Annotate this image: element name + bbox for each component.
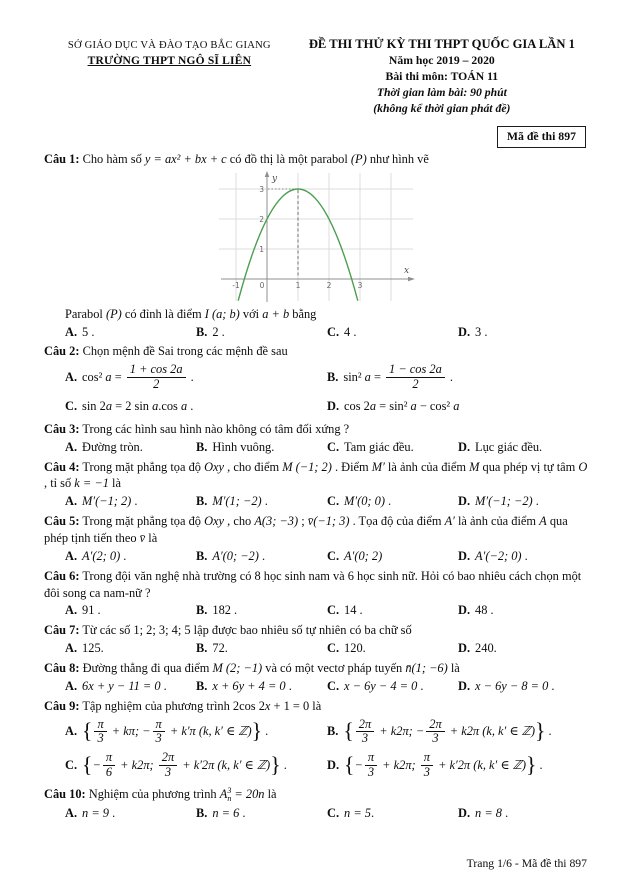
option-d: [458, 640, 589, 657]
question-10-text: [44, 786, 589, 804]
option-content: 120.: [344, 641, 366, 656]
option-b: [196, 324, 327, 341]
option-c: [65, 395, 327, 418]
question-10-options: [44, 805, 589, 822]
option-c: [327, 602, 458, 619]
option-c: [327, 640, 458, 657]
option-letter: B.: [196, 324, 208, 339]
option-content: A′(−2; 0) .: [475, 548, 528, 563]
duration-note: (không kể thời gian phát đề): [373, 101, 511, 115]
option-b: [196, 439, 327, 456]
x-axis-label: x: [403, 265, 409, 276]
option-content: cos² a = $\frac{1 + \cos 2a}{2}$ .: [82, 362, 194, 391]
question-5-label: Câu 5:: [44, 514, 80, 529]
option-letter: C.: [65, 758, 78, 773]
option-content: Tam giác đều.: [344, 439, 414, 454]
option-content: sin 2a = 2 sin a.cos a .: [82, 399, 194, 413]
school-year: Năm học 2019 – 2020: [388, 54, 495, 68]
question-2-stem: Chọn mệnh đề Sai trong các mệnh đề sau: [82, 344, 288, 359]
option-d: [458, 493, 589, 510]
option-content: 3 .: [475, 324, 488, 339]
question-3-label: Câu 3:: [44, 421, 80, 436]
option-letter: D.: [458, 603, 471, 618]
option-content: x − 6y − 8 = 0 .: [475, 678, 555, 693]
option-content: M′(1; −2) .: [212, 494, 268, 509]
option-content: 4 .: [344, 324, 357, 339]
option-letter: D.: [458, 439, 471, 454]
question-6: [44, 568, 589, 620]
question-7-label: Câu 7:: [44, 623, 80, 638]
parabola-figure: [217, 171, 417, 303]
option-content: 5 .: [82, 324, 95, 339]
question-9-label: Câu 9:: [44, 698, 80, 713]
question-4: [44, 459, 589, 511]
option-d: [458, 602, 589, 619]
question-9-stem: Tập nghiệm của phương trình 2cos 2x + 1 = 0 là: [82, 698, 322, 713]
option-letter: C.: [327, 678, 340, 693]
option-content: {− $\frac{\pi}{3}$ + k2π; $\frac{\pi}{3}$ + k′2π (k, k′ ∈ ℤ)} .: [344, 750, 543, 779]
question-6-options: [44, 602, 589, 619]
question-7-options: [44, 640, 589, 657]
question-9: [44, 698, 589, 783]
option-content: Đường tròn.: [82, 439, 143, 454]
y-tick-2: 2: [258, 214, 264, 224]
option-a: [65, 640, 196, 657]
option-content: M′(−1; −2) .: [475, 494, 539, 509]
option-a: [65, 493, 196, 510]
option-letter: A.: [65, 548, 78, 563]
question-8-label: Câu 8:: [44, 661, 80, 676]
option-a: [65, 439, 196, 456]
option-letter: D.: [327, 399, 340, 413]
option-content: 2 .: [212, 324, 225, 339]
option-content: A′(0; 2): [344, 548, 383, 563]
question-1-substem: Parabol (P) có đỉnh là điểm I (a; b) với a + b bằng: [65, 306, 317, 321]
option-letter: C.: [327, 324, 340, 339]
option-letter: B.: [327, 724, 339, 739]
grid-lines: [219, 173, 413, 301]
question-3-options: [44, 439, 589, 456]
option-content: { $\frac{\pi}{3}$ + kπ; − $\frac{\pi}{3}$ + k′π (k, k′ ∈ ℤ)} .: [82, 716, 269, 745]
question-6-label: Câu 6:: [44, 568, 80, 583]
exam-code-row: [44, 126, 586, 148]
option-content: 182 .: [212, 603, 238, 618]
question-7-stem: Từ các số 1; 2; 3; 4; 5 lập được bao nhiêu số tự nhiên có ba chữ số: [82, 623, 412, 638]
question-5-options: [44, 548, 589, 565]
question-3: [44, 421, 589, 456]
option-content: n = 9 .: [82, 805, 116, 820]
option-content: M′(−1; 2) .: [82, 494, 138, 509]
option-a: [65, 548, 196, 565]
option-content: 6x + y − 11 = 0 .: [82, 678, 167, 693]
option-c: [65, 749, 327, 783]
option-letter: D.: [458, 548, 471, 563]
option-letter: C.: [327, 548, 340, 563]
option-b: [196, 805, 327, 822]
option-letter: A.: [65, 369, 78, 384]
option-c: [327, 548, 458, 565]
header-left-block: [44, 36, 295, 70]
option-d: [458, 439, 589, 456]
option-content: x + 6y + 4 = 0 .: [212, 678, 292, 693]
figure-container: [44, 171, 589, 303]
option-c: [327, 439, 458, 456]
question-5-text: [44, 513, 589, 547]
question-10-stem: Nghiệm của phương trình A 3 n = 20n là: [88, 785, 277, 804]
option-letter: C.: [327, 439, 340, 454]
option-c: [327, 493, 458, 510]
option-content: x − 6y − 4 = 0 .: [344, 678, 424, 693]
option-letter: D.: [458, 805, 471, 820]
option-letter: D.: [458, 324, 471, 339]
option-content: 91 .: [82, 603, 101, 618]
option-d: [458, 548, 589, 565]
question-5-stem: Trong mặt phẳng tọa độ Oxy , cho A(3; −3) ; v̄(−1; 3) . Tọa độ của điểm A′ là ảnh của điểm A qua phép tịnh tiến theo v̄ là: [44, 514, 568, 546]
x-axis-arrow: [408, 276, 415, 281]
exam-title: ĐỀ THI THỬ KỲ THI THPT QUỐC GIA LẦN 1: [308, 37, 575, 51]
option-letter: A.: [65, 641, 78, 656]
option-letter: B.: [196, 805, 208, 820]
question-7-text: [44, 622, 589, 639]
option-letter: B.: [196, 641, 208, 656]
question-9-options: [44, 716, 589, 784]
option-content: 14 .: [344, 603, 363, 618]
question-1-label: Câu 1:: [44, 151, 80, 166]
question-4-text: [44, 459, 589, 493]
question-9-text: [44, 698, 589, 715]
option-content: A′(2; 0) .: [82, 548, 127, 563]
question-1-stem: Cho hàm số y = ax² + bx + c có đồ thị là một parabol (P) như hình vẽ: [82, 151, 429, 166]
question-1-text: [44, 151, 589, 168]
question-2-text: [44, 343, 589, 360]
option-b: [196, 678, 327, 695]
question-1: [44, 151, 589, 341]
x-tick-1: 1: [295, 280, 300, 290]
option-letter: B.: [196, 548, 208, 563]
option-letter: B.: [196, 678, 208, 693]
option-c: [327, 805, 458, 822]
y-tick-3: 3: [258, 184, 264, 194]
option-b: [196, 640, 327, 657]
option-letter: A.: [65, 439, 78, 454]
option-c: [327, 678, 458, 695]
option-content: 125.: [82, 641, 104, 656]
question-2: [44, 343, 589, 418]
option-a: [65, 324, 196, 341]
option-b: [327, 716, 589, 750]
department-name: SỞ GIÁO DỤC VÀ ĐÀO TẠO BẮC GIANG: [67, 40, 271, 51]
option-d: [327, 749, 589, 783]
option-a: [65, 805, 196, 822]
option-b: [196, 602, 327, 619]
header-right-block: [295, 36, 589, 117]
question-7: [44, 622, 589, 657]
option-letter: D.: [458, 641, 471, 656]
option-letter: D.: [458, 678, 471, 693]
option-letter: B.: [196, 494, 208, 509]
option-content: n = 8 .: [475, 805, 509, 820]
option-a: [65, 602, 196, 619]
question-6-stem: Trong đội văn nghệ nhà trường có 8 học sinh nam và 6 học sinh nữ. Hỏi có bao nhiêu cách chọn một đôi song ca nam-nữ ?: [44, 568, 582, 600]
option-a: [65, 716, 327, 750]
axes: [221, 174, 411, 302]
option-content: 48 .: [475, 603, 494, 618]
question-5: [44, 513, 589, 565]
y-axis-arrow: [264, 171, 269, 177]
school-name: TRƯỜNG THPT NGÔ SĨ LIÊN: [87, 55, 252, 68]
option-letter: C.: [327, 494, 340, 509]
option-content: A′(0; −2) .: [212, 548, 266, 563]
option-d: [458, 324, 589, 341]
option-content: 72.: [212, 641, 228, 656]
option-d: [458, 678, 589, 695]
option-content: M′(0; 0) .: [344, 494, 392, 509]
option-a: [65, 361, 327, 395]
option-content: {− $\frac{\pi}{6}$ + k2π; $\frac{2\pi}{3}$ + k′2π (k, k′ ∈ ℤ)} .: [82, 750, 287, 779]
page-footer: Trang 1/6 - Mã đề thi 897: [466, 857, 587, 871]
question-3-stem: Trong các hình sau hình nào không có tâm đối xứng ?: [82, 421, 350, 436]
question-4-options: [44, 493, 589, 510]
option-letter: A.: [65, 494, 78, 509]
option-letter: A.: [65, 724, 78, 739]
option-b: [327, 361, 589, 395]
question-8-options: [44, 678, 589, 695]
option-d: [327, 395, 589, 418]
option-content: n = 5.: [344, 805, 375, 820]
option-letter: A.: [65, 324, 78, 339]
option-letter: C.: [65, 399, 78, 413]
question-8-text: [44, 660, 589, 677]
duration-line: Thời gian làm bài: 90 phút: [376, 85, 507, 99]
option-d: [458, 805, 589, 822]
exam-code-box: Mã đề thi 897: [497, 126, 586, 148]
question-2-label: Câu 2:: [44, 344, 80, 359]
question-4-stem: Trong mặt phẳng tọa độ Oxy , cho điểm M (−1; 2) . Điểm M′ là ảnh của điểm M qua phép vị tự tâm O , tỉ số k = −1 là: [44, 459, 588, 491]
option-letter: C.: [327, 805, 340, 820]
option-content: Hình vuông.: [212, 439, 275, 454]
option-letter: C.: [327, 641, 340, 656]
question-10-label: Câu 10:: [44, 787, 86, 802]
x-tick-2: 2: [326, 280, 331, 290]
subject-line: Bài thi môn: TOÁN 11: [385, 70, 499, 84]
question-4-label: Câu 4:: [44, 459, 80, 474]
question-2-options: [44, 361, 589, 418]
x-tick-0: 0: [259, 280, 264, 290]
option-content: Lục giác đều.: [475, 439, 543, 454]
question-3-text: [44, 421, 589, 438]
option-b: [196, 493, 327, 510]
option-letter: A.: [65, 805, 78, 820]
question-8-stem: Đường thẳng đi qua điểm M (2; −1) và có một vectơ pháp tuyến n̄(1; −6) là: [82, 661, 460, 676]
option-b: [196, 548, 327, 565]
option-a: [65, 678, 196, 695]
option-letter: D.: [458, 494, 471, 509]
option-content: sin² a = $\frac{1 - \cos 2a}{2}$ .: [343, 362, 454, 391]
option-letter: D.: [327, 758, 340, 773]
option-content: 240.: [475, 641, 497, 656]
question-10: [44, 786, 589, 821]
option-letter: B.: [196, 439, 208, 454]
question-1-options: [44, 324, 589, 341]
option-letter: A.: [65, 678, 78, 693]
option-letter: B.: [327, 369, 339, 384]
question-6-text: [44, 568, 589, 602]
y-tick-1: 1: [258, 244, 264, 254]
option-content: cos 2a = sin² a − cos² a: [344, 399, 460, 413]
exam-header: [44, 36, 589, 117]
option-content: n = 6 .: [212, 805, 246, 820]
x-tick-neg1: -1: [231, 280, 240, 290]
question-8: [44, 660, 589, 695]
option-letter: C.: [327, 603, 340, 618]
option-letter: A.: [65, 603, 78, 618]
y-axis-label: y: [271, 173, 277, 184]
x-tick-3: 3: [357, 280, 362, 290]
option-letter: B.: [196, 603, 208, 618]
option-content: { $\frac{2\pi}{3}$ + k2π; − $\frac{2\pi}{3}$ + k2π (k, k′ ∈ ℤ)} .: [343, 716, 552, 745]
option-c: [327, 324, 458, 341]
